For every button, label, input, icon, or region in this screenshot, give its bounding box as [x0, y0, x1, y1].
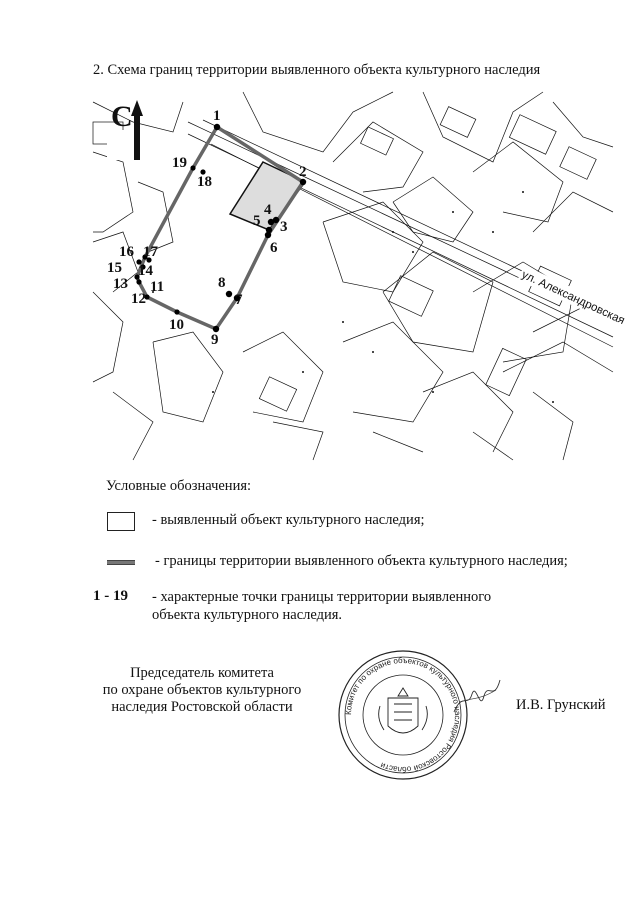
legend-points-range: 1 - 19 [93, 588, 128, 604]
legend-object-swatch [107, 512, 135, 531]
signatory-title-line1: Председатель комитета [130, 665, 274, 681]
svg-text:Комитет по охране объектов кул [344, 656, 462, 774]
signatory-name: И.В. Грунский [516, 697, 606, 713]
point-label-17: 17 [143, 244, 158, 260]
signatory-title-line3: наследия Ростовской области [111, 699, 293, 715]
point-label-12: 12 [131, 291, 146, 307]
legend-boundary-text: - границы территории выявленного объекта культурного наследия; [155, 553, 568, 569]
page-heading: 2. Схема границ территории выявленного объекта культурного наследия [93, 62, 541, 78]
stamp-text: Комитет по охране объектов культурного наследия Ростовской области [343, 655, 463, 775]
cadastral-map [93, 92, 627, 460]
point-label-9: 9 [211, 332, 219, 348]
street-label-group [517, 265, 627, 328]
point-label-15: 15 [107, 260, 122, 276]
point-label-2: 2 [299, 164, 307, 180]
point-label-18: 18 [197, 174, 212, 190]
point-label-8: 8 [218, 275, 226, 291]
point-label-6: 6 [270, 240, 278, 256]
legend-boundary-swatch [107, 560, 135, 565]
point-label-1: 1 [213, 108, 221, 124]
legend-points-text [152, 588, 491, 624]
point-label-19: 19 [172, 155, 187, 171]
point-label-13: 13 [113, 276, 128, 292]
point-label-16: 16 [119, 244, 134, 260]
territory-boundary [137, 127, 303, 329]
signatory-title-line2: по охране объектов культурного [102, 682, 302, 698]
legend-title: Условные обозначения: [106, 478, 252, 494]
map-texture [152, 191, 554, 403]
point-label-4: 4 [264, 202, 272, 218]
point-label-3: 3 [280, 219, 288, 235]
signatory-title [96, 665, 308, 716]
north-arrow [107, 100, 161, 160]
point-label-7: 7 [235, 292, 243, 308]
legend-points-text-line2: объекта культурного наследия. [152, 607, 343, 623]
point-label-5: 5 [253, 213, 261, 229]
handwritten-signature [450, 672, 505, 722]
point-label-10: 10 [169, 317, 184, 333]
legend-points-text-line1: - характерные точки границы территории выявленного [152, 589, 492, 605]
point-label-14: 14 [138, 263, 153, 279]
coat-of-arms-icon [379, 688, 428, 733]
map-svg [93, 92, 627, 460]
north-label: С [111, 100, 133, 133]
legend-object-text: - выявленный объект культурного наследия; [152, 512, 425, 528]
point-label-11: 11 [150, 279, 165, 295]
street-label: ул. Александровская [519, 268, 627, 328]
